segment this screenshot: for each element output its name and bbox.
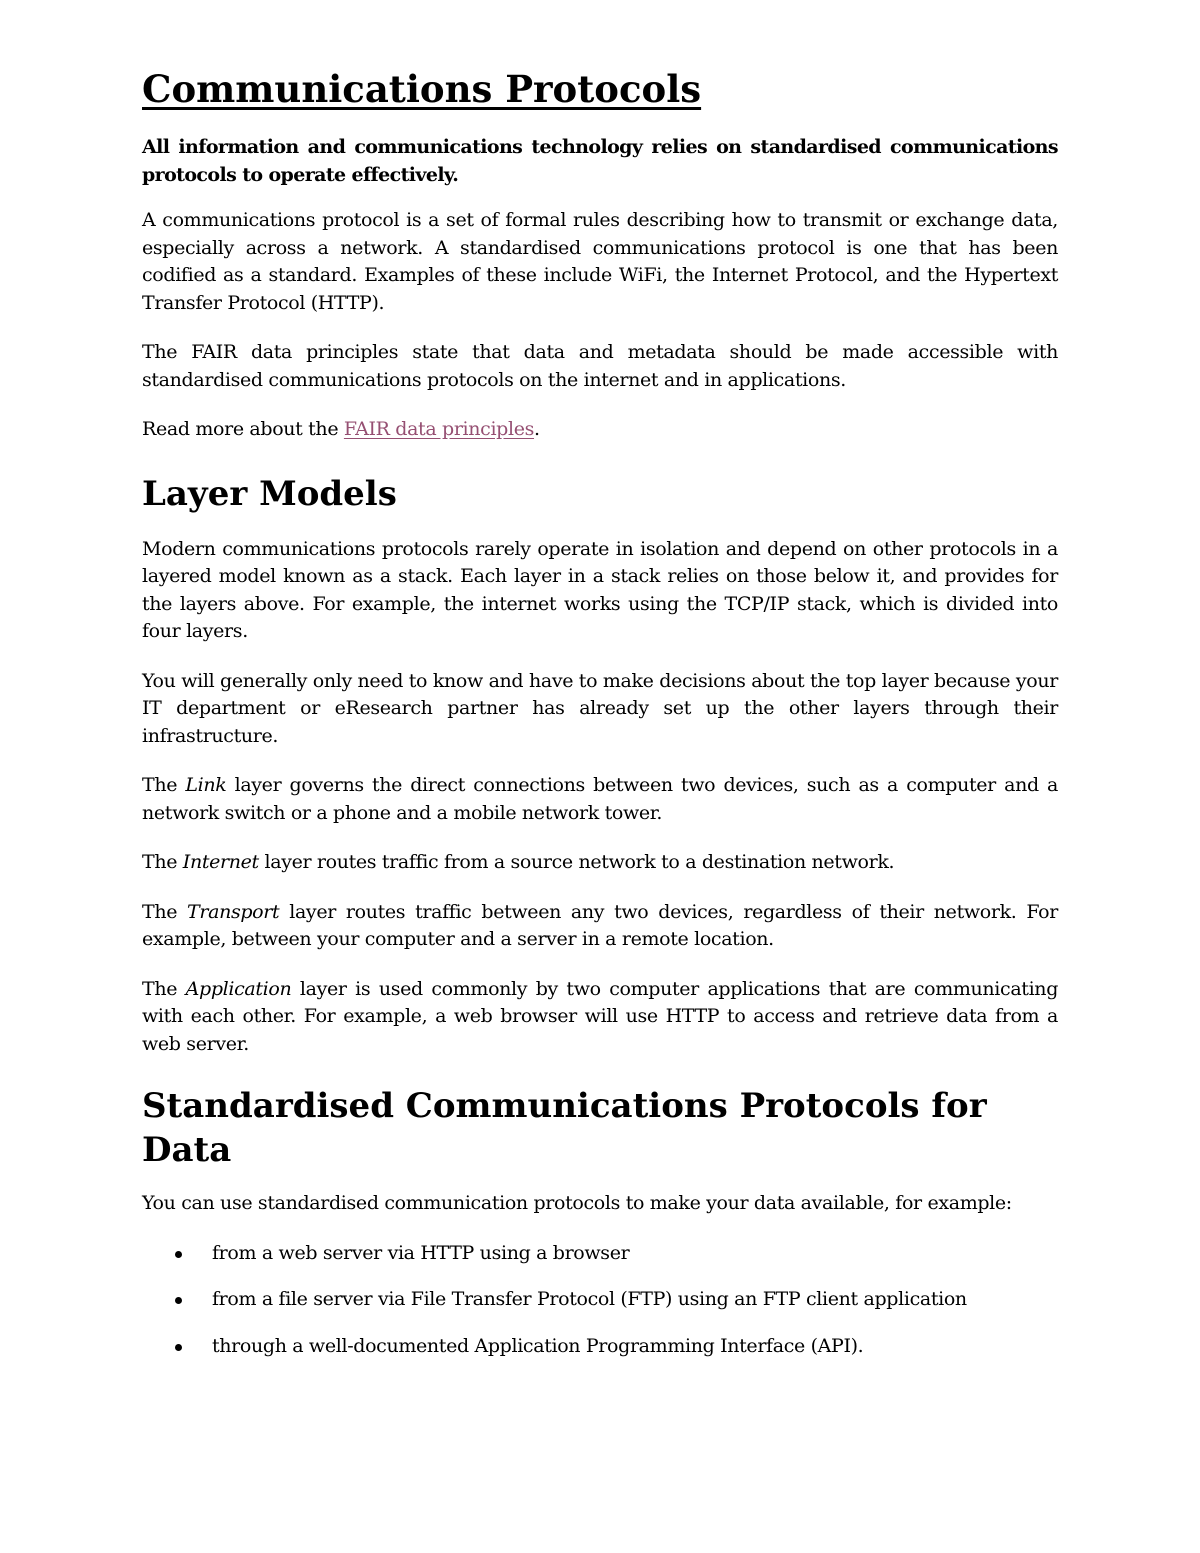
- internet-layer-text: layer routes traffic from a source network to a destination network.: [258, 851, 895, 873]
- intro-paragraph-1: A communications protocol is a set of formal rules describing how to transmit or exchange data, especially across a network. A standardised communications protocol is one that has been codified as a standard. Examples of these include WiFi, the Internet Protocol, and the Hypertext Transfer Protocol (HTTP).: [142, 209, 1058, 314]
- intro-paragraph-2: The FAIR data principles state that data and metadata should be made accessible with standardised communications protocols on the internet and in applications.: [142, 341, 1058, 391]
- layer-models-heading: Layer Models: [142, 473, 397, 514]
- protocol-list: [142, 1240, 1058, 1361]
- link-layer-text: layer governs the direct connections between two devices, such as a computer and a network switch or a phone and a mobile network tower.: [142, 774, 1058, 824]
- document-page: [142, 62, 1058, 1379]
- list-item: [142, 1286, 1058, 1314]
- link-layer-paragraph: [142, 772, 1058, 827]
- application-layer-prefix: The: [142, 977, 186, 1000]
- transport-layer-prefix: The: [142, 900, 188, 923]
- page-title: Communications Protocols: [142, 67, 702, 111]
- internet-layer-paragraph: [142, 849, 1058, 877]
- bullet-icon: [175, 1251, 182, 1258]
- lead-paragraph: All information and communications technology relies on standardised communications protocols to operate effectively.: [142, 136, 1058, 186]
- read-more-paragraph: [142, 416, 1058, 444]
- list-item: [142, 1240, 1058, 1268]
- read-more-suffix: .: [534, 418, 540, 440]
- standardised-protocols-heading: Standardised Communications Protocols for Data: [142, 1086, 987, 1170]
- transport-layer-text: layer routes traffic between any two devices, regardless of their network. For example, between your computer and a server in a remote location.: [142, 900, 1058, 950]
- list-item: [142, 1333, 1058, 1361]
- standardised-intro-paragraph: You can use standardised communication protocols to make your data available, for example:: [142, 1192, 1012, 1214]
- list-item-text: from a web server via HTTP using a browser: [212, 1241, 630, 1264]
- list-item-text: through a well-documented Application Programming Interface (API).: [212, 1334, 864, 1357]
- list-item-text: from a file server via File Transfer Protocol (FTP) using an FTP client application: [212, 1288, 967, 1310]
- link-layer-name: Link: [185, 774, 227, 796]
- transport-layer-name: Transport: [187, 900, 280, 923]
- read-more-prefix: Read more about the: [142, 418, 344, 440]
- application-layer-paragraph: [142, 976, 1058, 1059]
- fair-principles-link[interactable]: FAIR data principles: [343, 418, 535, 440]
- application-layer-name: Application: [185, 977, 292, 1000]
- internet-layer-name: Internet: [182, 851, 259, 873]
- bullet-icon: [175, 1297, 182, 1304]
- bullet-icon: [175, 1344, 182, 1351]
- layer-paragraph-1: Modern communications protocols rarely operate in isolation and depend on other protocols in a layered model known as a stack. Each layer in a stack relies on those below it, and provides for the layers above. For example, the internet works using the TCP/IP stack, which is divided into four layers.: [142, 537, 1058, 642]
- internet-layer-prefix: The: [142, 851, 183, 873]
- layer-paragraph-2: You will generally only need to know and have to make decisions about the top layer because your IT department or eResearch partner has already set up the other layers through their infrastructure.: [142, 669, 1058, 747]
- application-layer-text: layer is used commonly by two computer applications that are communicating with each other. For example, a web browser will use HTTP to access and retrieve data from a web server.: [142, 977, 1059, 1055]
- transport-layer-paragraph: [142, 899, 1058, 954]
- link-layer-prefix: The: [142, 774, 186, 796]
